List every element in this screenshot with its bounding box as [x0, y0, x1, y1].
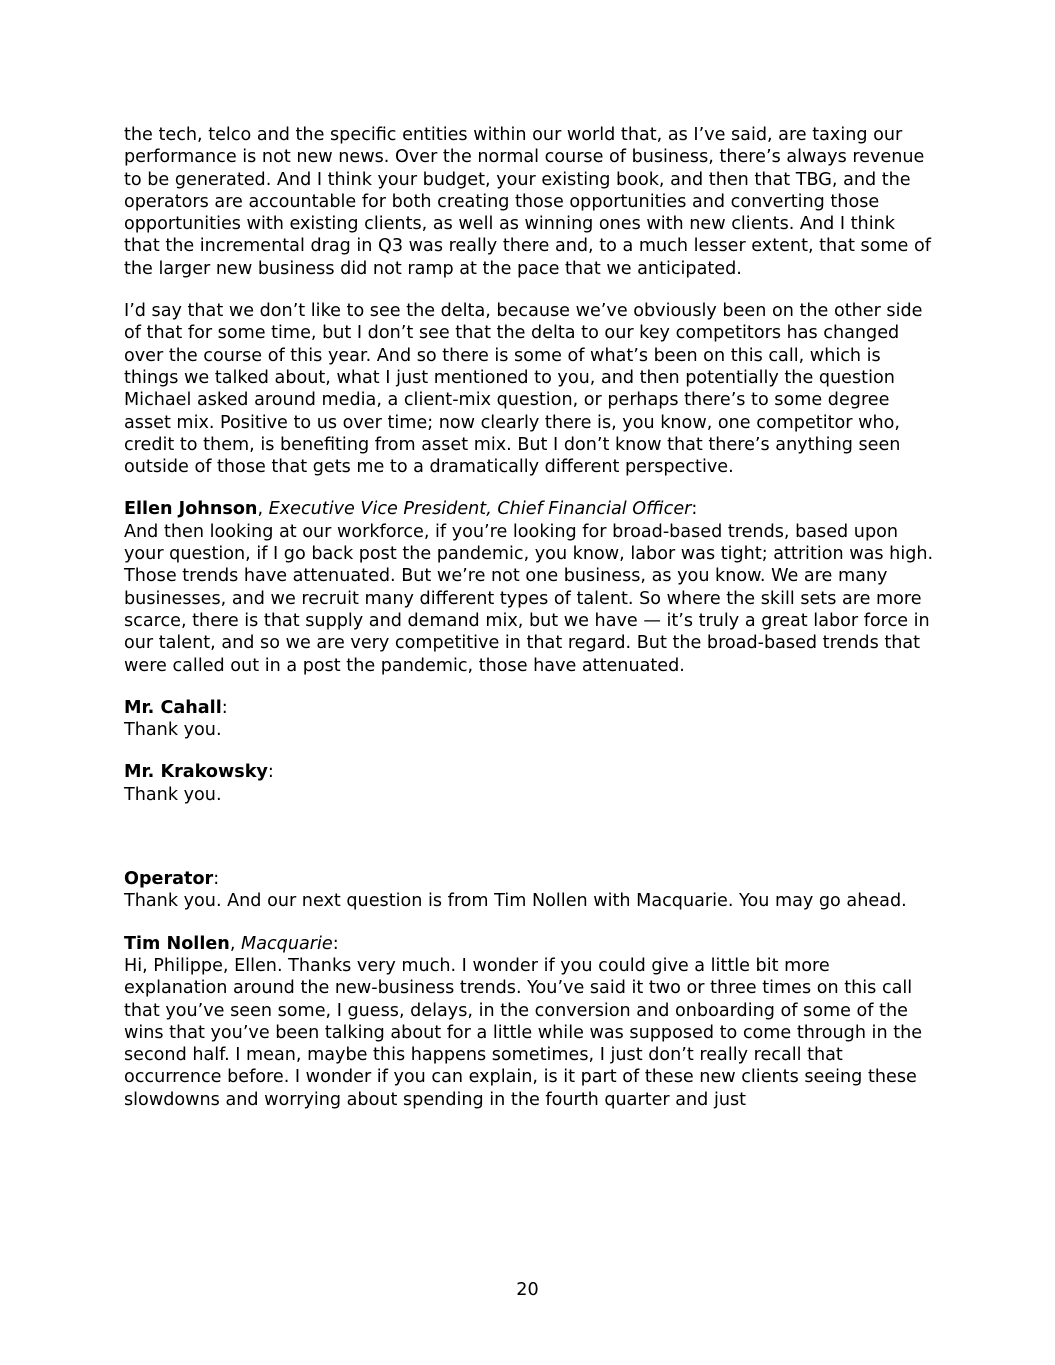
section-spacer — [124, 826, 934, 868]
transcript-body — [124, 124, 934, 1131]
speaker-name: Operator — [124, 869, 214, 890]
speaker-text: Thank you. — [124, 720, 222, 741]
speaker-name: Mr. Cahall — [124, 697, 222, 718]
speaker-heading: Operator: — [124, 869, 220, 890]
speaker-block-ellen-johnson — [124, 498, 934, 676]
speaker-title: Executive Vice President, Chief Financial Officer — [268, 499, 692, 520]
speaker-title: Macquarie — [241, 933, 333, 954]
speaker-name: Mr. Krakowsky — [124, 762, 268, 783]
speaker-block-operator — [124, 868, 934, 913]
speaker-heading: Mr. Cahall: — [124, 697, 228, 718]
speaker-block-mr-krakowsky — [124, 761, 934, 806]
transcript-paragraph: the tech, telco and the specific entities within our world that, as I’ve said, are taxing our performance is not new news. Over the normal course of business, there’s always revenue to be generated. And I think your budget, your existing book, and then that TBG, and the operators are accountable for both creating those opportunities and converting those opportunities with existing clients, as well as winning ones with new clients. And I think that the incremental drag in Q3 was really there and, to a much lesser extent, that some of the larger new business did not ramp at the pace that we anticipated. — [124, 125, 931, 279]
speaker-text: And then looking at our workforce, if you’re looking for broad-based trends, based upon your question, if I go back post the pandemic, you know, labor was tight; attrition was high. Those trends have attenuated. But we’re not one business, as you know. We are many businesses, and we recruit many different types of talent. So where the skill sets are more scarce, there is that supply and demand mix, but we have — it’s truly a great labor force in our talent, and so we are very competitive in that regard. But the broad-based trends that were called out in a post the pandemic, those have attenuated. — [124, 521, 934, 676]
speaker-heading: Ellen Johnson, Executive Vice President, Chief Financial Officer: — [124, 499, 698, 520]
speaker-text: Hi, Philippe, Ellen. Thanks very much. I wonder if you could give a little bit more explanation around the new-business trends. You’ve said it two or three times on this call that you’ve seen some, I guess, delays, in the conversion and onboarding of some of the wins that you’ve been talking about for a little while was supposed to come through in the second half. I mean, maybe this happens sometimes, I just don’t really recall that occurrence before. I wonder if you can explain, is it part of these new clients seeing these slowdowns and worrying about spending in the fourth quarter and just — [124, 955, 923, 1110]
speaker-heading: Mr. Krakowsky: — [124, 762, 274, 783]
speaker-block-mr-cahall — [124, 697, 934, 742]
speaker-text: Thank you. — [124, 784, 222, 805]
speaker-name: Tim Nollen — [124, 933, 230, 954]
page-number: 20 — [516, 1280, 539, 1300]
speaker-block-tim-nollen — [124, 933, 934, 1111]
speaker-heading: Tim Nollen, Macquarie: — [124, 933, 339, 954]
speaker-name: Ellen Johnson — [124, 499, 258, 520]
speaker-text: Thank you. And our next question is from Tim Nollen with Macquarie. You may go ahead. — [124, 891, 907, 912]
transcript-paragraph: I’d say that we don’t like to see the delta, because we’ve obviously been on the other side of that for some time, but I don’t see that the delta to our key competitors has changed over the course of this year. And so there is some of what’s been on this call, which is things we talked about, what I just mentioned to you, and then potentially the question Michael asked around media, a client-mix question, or perhaps there’s to some degree asset mix. Positive to us over time; now clearly there is, you know, one competitor who, credit to them, is benefiting from asset mix. But I don’t know that there’s anything seen outside of those that gets me to a dramatically different perspective. — [124, 301, 923, 478]
